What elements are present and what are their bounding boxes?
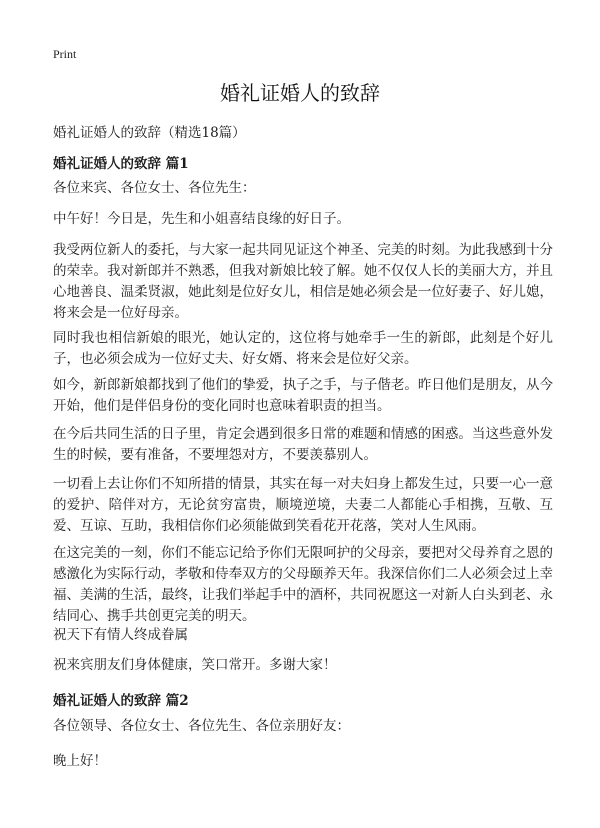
paragraph: 各位领导、各位女士、各位先生、各位亲朋好友： xyxy=(53,718,350,734)
paragraph: 在这完美的一刻，你们不能忘记给予你们无限呵护的父母亲，要把对父母养育之恩的感激化为实际行动，孝敬和侍奉双方的父母颐养天年。我深信你们二人必须会过上幸福、美满的生活，最终，让我们举起手中的酒杯，共同祝愿这一对新人白头到老、永结同心、携手共创更完美的明天。 xyxy=(53,545,553,624)
paragraph: 各位来宾、各位女士、各位先生： xyxy=(53,180,256,196)
paragraph: 祝来宾朋友们身体健康，笑口常开。多谢大家！ xyxy=(53,657,337,673)
print-label: Print xyxy=(53,47,77,61)
paragraph: 祝天下有情人终成眷属 xyxy=(53,627,188,643)
paragraph: 一切看上去让你们不知所措的情景，其实在每一对夫妇身上都发生过，只要一心一意的爱护、陪伴对方，无论贫穷富贵，顺境逆境，夫妻二人都能心手相携，互敬、互爱、互谅、互助，我相信你们必须能做到笑看花开花落，笑对人生风雨。 xyxy=(53,476,553,534)
section-heading-2: 婚礼证婚人的致辞 篇2 xyxy=(53,693,189,709)
paragraph: 晚上好！ xyxy=(53,753,107,769)
paragraph: 同时我也相信新娘的眼光，她认定的，这位将与她牵手一生的新郎，此刻是个好儿子，也必须会成为一位好丈夫、好女婿、将来会是位好父亲。 xyxy=(53,330,553,367)
section-heading-1: 婚礼证婚人的致辞 篇1 xyxy=(53,156,189,172)
paragraph: 在今后共同生活的日子里，肯定会遇到很多日常的难题和情感的困惑。当这些意外发生的时候，要有准备，不要埋怨对方，不要羡慕别人。 xyxy=(53,426,553,463)
document-subtitle: 婚礼证婚人的致辞（精选18篇） xyxy=(53,125,246,141)
paragraph: 如今，新郎新娘都找到了他们的挚爱，执子之手，与子偕老。昨日他们是朋友，从今开始，他们是伴侣身份的变化同时也意味着职责的担当。 xyxy=(53,377,553,414)
paragraph: 中午好！今日是，先生和小姐喜结良缘的好日子。 xyxy=(53,211,350,227)
document-title: 婚礼证婚人的致辞 xyxy=(220,81,380,105)
paragraph: 我受两位新人的委托，与大家一起共同见证这个神圣、完美的时刻。为此我感到十分的荣幸。我对新郎并不熟悉，但我对新娘比较了解。她不仅仅人长的美丽大方，并且心地善良、温柔贤淑，她此刻是位好女儿，相信是她必须会是一位好妻子、好儿媳，将来会是一位好母亲。 xyxy=(53,242,553,321)
